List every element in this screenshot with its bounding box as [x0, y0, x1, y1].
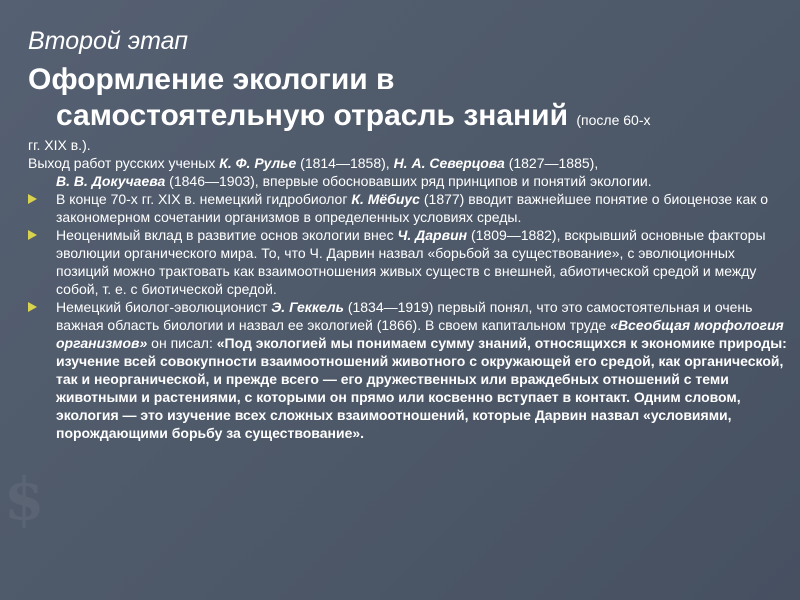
title-period-a: (после 60-х: [576, 112, 651, 128]
bullet-3-name: Э. Геккель: [271, 299, 344, 315]
title-period-b: гг. XIX в.).: [28, 137, 91, 153]
bullet-2-text-2: (1809—1882), вскрывший основные факторы эволюции органического мира. То, что Ч. Дарвин назвал «борьбой за существование», с эволюционных позиций можно трактовать как взаимоотношения живых существ с внешней, абиотической средой и между собой, т. е. с биотической средой.: [56, 227, 766, 297]
slide-subtitle: Второй этап: [28, 27, 188, 55]
slide-title: [28, 62, 788, 134]
intro-text-4: (1846—1903), впервые обосновавших ряд принципов и понятий экологии.: [165, 173, 652, 189]
bullet-1-text-1: В конце 70-х гг. XIX в. немецкий гидробиолог: [56, 191, 352, 207]
bullet-2-name: Ч. Дарвин: [397, 227, 468, 243]
intro-continuation: [28, 172, 788, 190]
bullet-3-text-1: Немецкий биолог-эволюционист: [56, 299, 272, 315]
slide-content: [28, 26, 788, 442]
title-line-2: самостоятельную отрасль знаний: [56, 99, 569, 132]
bullet-3-book-title: «Всеобщая морфология организмов»: [56, 317, 784, 351]
bullet-arrow-icon: [28, 194, 37, 204]
bullet-arrow-icon: [28, 302, 37, 312]
intro-text-3: (1827—1885),: [504, 155, 599, 171]
bullet-1-text-2: (1877) вводит важнейшее понятие о биоценозе как о закономерном сочетании организмов в определенных условиях среды.: [56, 191, 769, 225]
intro-text-2: (1814—1858),: [296, 155, 394, 171]
bullet-haeckel: [28, 298, 788, 442]
bullet-arrow-icon: [28, 230, 37, 240]
bullet-2-text-1: Неоценимый вклад в развитие основ экологии внес: [56, 227, 398, 243]
bullet-1-name: К. Мёбиус: [351, 191, 420, 207]
bullet-darwin: [28, 226, 788, 298]
bullet-mobius: [28, 190, 788, 226]
bullet-3-quote: «Под экологией мы понимаем сумму знаний, относящихся к экономике природы: изучение всей совокупности взаимоотношений животного с окружающей его средой, как органической, так и неорганической, и прежде всего — его дружественных или враждебных отношений с теми животными и растениями, с которыми он прямо или косвенно вступает в контакт. Одним словом, экология — это изучение всех сложных взаимоотношений, которые Дарвин назвал «условиями, порождающими борьбу за существование».: [56, 335, 787, 441]
intro-paragraph: [28, 154, 788, 190]
bullet-3-text-3: он писал:: [147, 335, 217, 351]
dollar-watermark-icon: $: [4, 465, 45, 533]
intro-name-1: К. Ф. Рулье: [219, 155, 297, 171]
intro-name-2: Н. А. Северцова: [393, 155, 505, 171]
title-line-1: Оформление экологии в: [28, 63, 395, 96]
bullet-3-text-2: (1834—1919) первый понял, что это самостоятельная и очень важная область биологии и назвал ее экологией (1866). В своем капитальном труде: [56, 299, 753, 333]
intro-name-3: В. В. Докучаева: [56, 173, 166, 189]
intro-text-1: Выход работ русских ученых: [28, 155, 220, 171]
